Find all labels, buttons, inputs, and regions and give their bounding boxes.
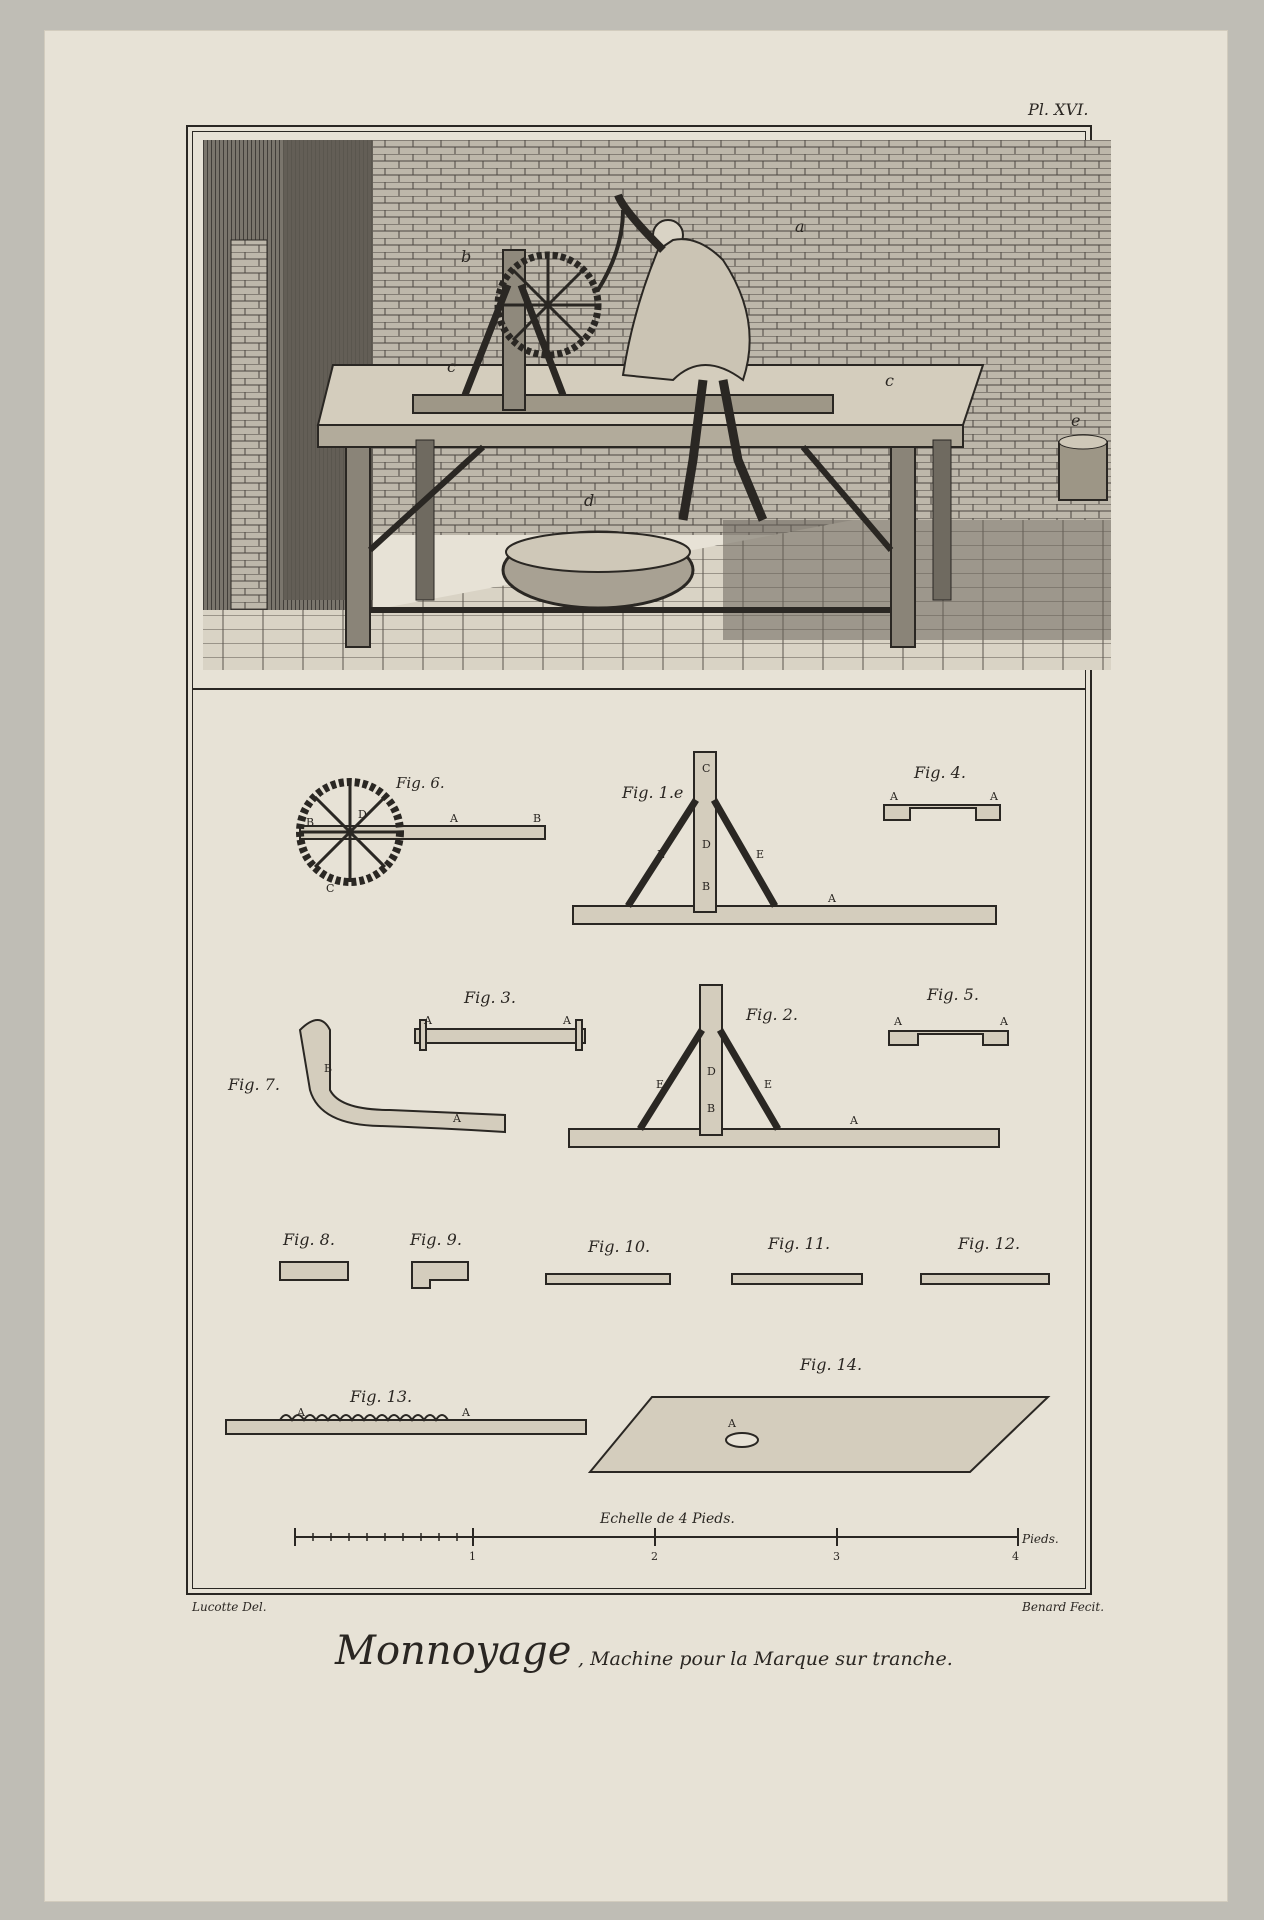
fig1-caption: Fig. 1.e xyxy=(622,783,684,802)
fig6-caption: Fig. 6. xyxy=(396,774,445,792)
fig8-caption: Fig. 8. xyxy=(283,1230,335,1249)
fig12-caption: Fig. 12. xyxy=(958,1234,1021,1253)
scene-label-c-right: c xyxy=(885,371,894,390)
fig5-caption: Fig. 5. xyxy=(927,985,979,1004)
scale-tick-4: 4 xyxy=(1012,1550,1019,1563)
plate-subtitle: , Machine pour la Marque sur tranche. xyxy=(578,1648,953,1670)
fig3-caption: Fig. 3. xyxy=(464,988,516,1007)
plate-number: Pl. XVI. xyxy=(1028,100,1089,119)
fig10-bar xyxy=(546,1274,670,1284)
fig13-letter-a-right: A xyxy=(462,1406,470,1419)
engraver-credit: Benard Fecit. xyxy=(1022,1600,1105,1614)
scale-tick-2: 2 xyxy=(651,1550,658,1563)
fig3-letter-a-right: A xyxy=(563,1014,571,1027)
fig5-bracket xyxy=(889,1031,1008,1045)
fig13-letter-a-left: A xyxy=(297,1406,305,1419)
plate-title: Monnoyage xyxy=(335,1628,572,1674)
fig9-part xyxy=(412,1262,468,1288)
fig13-caption: Fig. 13. xyxy=(350,1387,413,1406)
fig8-part xyxy=(280,1262,348,1280)
fig6-letter-b-left: B xyxy=(306,816,315,829)
fig3-bar xyxy=(415,1020,585,1050)
fig10-caption: Fig. 10. xyxy=(588,1237,651,1256)
fig6-letter-a: A xyxy=(450,812,458,825)
fig13-rack xyxy=(226,1420,586,1434)
fig2-letter-b: B xyxy=(707,1102,716,1115)
scene-label-c-left: c xyxy=(447,357,456,376)
scene-label-e: e xyxy=(1071,411,1081,430)
fig6-letter-d: D xyxy=(358,808,367,821)
fig5-letter-a-right: A xyxy=(1000,1015,1008,1028)
fig1-letter-c: C xyxy=(702,762,711,775)
fig2-caption: Fig. 2. xyxy=(746,1005,798,1024)
scene-label-d: d xyxy=(584,491,595,510)
fig7-caption: Fig. 7. xyxy=(228,1075,280,1094)
fig12-bar xyxy=(921,1274,1049,1284)
fig4-bracket xyxy=(884,805,1000,820)
draughtsman-credit: Lucotte Del. xyxy=(192,1600,267,1614)
fig7-letter-a: A xyxy=(453,1112,461,1125)
scale-unit: Pieds. xyxy=(1022,1532,1059,1546)
scale-tick-3: 3 xyxy=(833,1550,840,1563)
fig4-caption: Fig. 4. xyxy=(914,763,966,782)
fig4-letter-a-right: A xyxy=(990,790,998,803)
fig9-caption: Fig. 9. xyxy=(410,1230,462,1249)
scene-label-a: a xyxy=(795,217,805,236)
scale-bar xyxy=(295,1528,1018,1546)
fig2-letter-e-left: E xyxy=(656,1078,665,1091)
scale-title: Echelle de 4 Pieds. xyxy=(600,1511,735,1527)
fig6-letter-c: C xyxy=(326,882,335,895)
fig6-letter-b-right: B xyxy=(533,812,542,825)
fig5-letter-a-left: A xyxy=(894,1015,902,1028)
fig14-letter-a: A xyxy=(728,1417,736,1430)
fig14-caption: Fig. 14. xyxy=(800,1355,863,1374)
fig4-letter-a-left: A xyxy=(890,790,898,803)
fig2-letter-a: A xyxy=(850,1114,858,1127)
fig3-letter-a-left: A xyxy=(424,1014,432,1027)
fig1-letter-b: B xyxy=(702,880,711,893)
fig1-letter-d: D xyxy=(702,838,711,851)
scene-label-b: b xyxy=(461,247,472,266)
fig1-letter-e-right: E xyxy=(756,848,765,861)
fig1-letter-e-left: E xyxy=(657,848,666,861)
fig11-bar xyxy=(732,1274,862,1284)
fig2-letter-e-right: E xyxy=(764,1078,773,1091)
fig11-caption: Fig. 11. xyxy=(768,1234,831,1253)
fig14-board xyxy=(590,1397,1048,1472)
fig1-letter-a: A xyxy=(828,892,836,905)
fig2-letter-d: D xyxy=(707,1065,716,1078)
fig6-gear-axle xyxy=(300,782,545,882)
scale-tick-1: 1 xyxy=(469,1550,476,1563)
fig7-letter-b: B xyxy=(324,1062,333,1075)
